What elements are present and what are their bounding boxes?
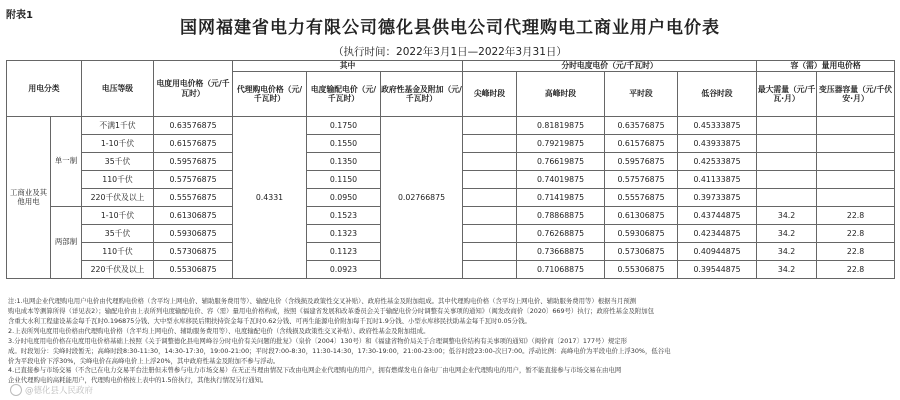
header-capacity: 容（需）量用电价格 [757,61,895,72]
header-voltage: 电压等级 [82,61,154,117]
valley-cell: 0.42344875 [678,225,757,243]
peak-cell: 0.74019875 [517,171,605,189]
header-transmission: 电度输配电价（元/千瓦时） [307,72,381,117]
demand-cell [757,153,817,171]
peak-cell: 0.81819875 [517,117,605,135]
note-line: 购电成本等测算所得（详见表2）；输配电价由上表所列电度输配电价、容（需）量用电价格构成，按照《福建省发展和改革委员会关于输配电价分时调整有关事项的通知》（闽发改商价〔2020〕669号）执行；政府性基金及附加包 [8,306,655,315]
price-cell: 0.63576875 [154,117,233,135]
peak-cell: 0.73668875 [517,243,605,261]
peak-top-cell [463,243,517,261]
category-cell: 工商业及其他用电 [7,117,51,279]
valley-cell: 0.39733875 [678,189,757,207]
purchase-price-cell: 0.4331 [233,117,307,279]
header-peak-top: 尖峰时段 [463,72,517,117]
table-row [7,117,895,135]
demand-cell: 34.2 [757,225,817,243]
transformer-cell [817,189,895,207]
demand-cell: 34.2 [757,261,817,279]
peak-top-cell [463,153,517,171]
peak-cell: 0.71419875 [517,189,605,207]
flat-cell: 0.63576875 [605,117,678,135]
voltage-cell: 不满1千伏 [82,117,154,135]
header-purchase: 代理购电价格（元/千瓦时） [233,72,307,117]
price-cell: 0.57306875 [154,243,233,261]
price-cell: 0.59306875 [154,225,233,243]
transformer-cell: 22.8 [817,225,895,243]
execution-period: （执行时间：2022年3月1日—2022年3月31日） [333,46,567,58]
transmission-cell: 0.0923 [307,261,381,279]
voltage-cell: 1-10千伏 [82,207,154,225]
peak-top-cell [463,189,517,207]
note-line: 企业代理购电的高耗能用户，代理购电价格按上表中的1.5倍执行，其他执行情况另行通知。 [8,376,268,385]
valley-cell: 0.45333875 [678,117,757,135]
demand-cell [757,117,817,135]
transmission-cell: 0.1350 [307,153,381,171]
peak-cell: 0.79219875 [517,135,605,153]
flat-cell: 0.55576875 [605,189,678,207]
header-valley: 低谷时段 [678,72,757,117]
demand-cell: 34.2 [757,243,817,261]
voltage-cell: 1-10千伏 [82,135,154,153]
tariff-table [6,60,895,279]
flat-cell: 0.61306875 [605,207,678,225]
voltage-cell: 220千伏及以上 [82,261,154,279]
page-title: 国网福建省电力有限公司德化县供电公司代理购电工商业用户电价表 [180,18,720,38]
transmission-cell: 0.1323 [307,225,381,243]
note-line: 3.分时电度用电价格在电度用电价格基础上按照《关于调整德化县电网峰谷分时电价有关问题的批复》（泉价〔2004〕130号）和《福建省物价局关于合理调整电价结构有关事项的通知》（闽价商〔2017〕177号）规定形 [8,336,627,345]
flat-cell: 0.59576875 [605,153,678,171]
voltage-cell: 35千伏 [82,225,154,243]
transmission-cell: 0.1150 [307,171,381,189]
peak-cell: 0.71068875 [517,261,605,279]
valley-cell: 0.40944875 [678,243,757,261]
flat-cell: 0.61576875 [605,135,678,153]
demand-cell [757,135,817,153]
peak-top-cell [463,207,517,225]
transmission-cell: 0.1550 [307,135,381,153]
peak-top-cell [463,225,517,243]
transformer-cell [817,153,895,171]
valley-cell: 0.43744875 [678,207,757,225]
peak-top-cell [463,117,517,135]
demand-cell: 34.2 [757,207,817,225]
header-fund: 政府性基金及附加（元/千瓦时） [381,72,463,117]
transformer-cell: 22.8 [817,207,895,225]
header-transformer: 变压器容量（元/千伏安·月） [817,72,895,117]
transformer-cell [817,171,895,189]
transformer-cell [817,117,895,135]
annex-label: 附表1 [6,10,33,21]
valley-cell: 0.41133875 [678,171,757,189]
price-cell: 0.55306875 [154,261,233,279]
notes [8,297,892,386]
peak-cell: 0.76619875 [517,153,605,171]
voltage-cell: 220千伏及以上 [82,189,154,207]
transmission-cell: 0.1750 [307,117,381,135]
header-price: 电度用电价格（元/千瓦时） [154,61,233,117]
valley-cell: 0.42533875 [678,153,757,171]
peak-cell: 0.78868875 [517,207,605,225]
header-demand: 最大需量（元/千瓦·月） [757,72,817,117]
demand-cell [757,189,817,207]
watermark-text: @德化县人民政府 [25,386,94,396]
peak-cell: 0.76268875 [517,225,605,243]
header-tou: 分时电度电价（元/千瓦时） [463,61,757,72]
valley-cell: 0.43933875 [678,135,757,153]
voltage-cell: 110千伏 [82,171,154,189]
transmission-cell: 0.1523 [307,207,381,225]
flat-cell: 0.55306875 [605,261,678,279]
watermark-logo-icon [10,384,22,396]
demand-cell [757,171,817,189]
note-line: 2.上表所列电度用电价格由代理购电价格（含平均上网电价、辅助服务费用等）、电度输配电价（含线损及政策性交叉补贴）、政府性基金及附加组成。 [8,326,430,335]
price-cell: 0.61306875 [154,207,233,225]
price-cell: 0.61576875 [154,135,233,153]
header-category: 用电分类 [7,61,82,117]
header-of-which: 其中 [233,61,463,72]
peak-top-cell [463,171,517,189]
valley-cell: 0.39544875 [678,261,757,279]
transformer-cell [817,135,895,153]
flat-cell: 0.59306875 [605,225,678,243]
flat-cell: 0.57576875 [605,171,678,189]
single-system-cell: 单一制 [51,117,82,207]
transmission-cell: 0.0950 [307,189,381,207]
note-line: 含重大水利工程建设基金每千瓦时0.196875分钱、大中型水库移民后期扶持资金每千瓦时0.62分钱、可再生能源电价附加每千瓦时1.9分钱、小型水库移民扶助基金每千瓦时0.05分钱。 [8,316,531,325]
dual-system-cell: 两部制 [51,207,82,279]
transmission-cell: 0.1123 [307,243,381,261]
peak-top-cell [463,135,517,153]
watermark [10,384,93,396]
note-line: 4.已直接参与市场交易（不含已在电力交易平台注册但未曾参与电力市场交易）在无正当理由情况下改由电网企业代理购电的用户，拥有燃煤发电自备电厂由电网企业代理购电的用户，暂不能直接参与市场交易在由电网 [8,366,622,375]
header-flat: 平时段 [605,72,678,117]
flat-cell: 0.57306875 [605,243,678,261]
header-peak: 高峰时段 [517,72,605,117]
note-line: 成。时段划分：尖峰时段暂无；高峰时段8:30-11:30，14:30-17:30，19:00-21:00；平时段7:00-8:30，11:30-14:30，17:30-19:00，21:00-23:00；低谷时段23:00-次日7:00。浮动比例：高峰电价为平段电价上浮30%，低谷电 [8,346,671,355]
voltage-cell: 35千伏 [82,153,154,171]
note-line: 价为平段电价下浮30%，尖峰电价在高峰电价上上浮20%，其中政府性基金及附加不参与浮动。 [8,356,280,365]
note-line: 注:1.电网企业代理购电用户电价由代理购电价格（含平均上网电价、辅助服务费用等）、输配电价（含线损及政策性交叉补贴）、政府性基金及附加组成。其中代理购电价格（含平均上网电价、辅助服务费用等）根据当月预测 [8,297,637,305]
transformer-cell: 22.8 [817,243,895,261]
price-cell: 0.57576875 [154,171,233,189]
transformer-cell: 22.8 [817,261,895,279]
peak-top-cell [463,261,517,279]
voltage-cell: 110千伏 [82,243,154,261]
fund-cell: 0.02766875 [381,117,463,279]
price-cell: 0.55576875 [154,189,233,207]
price-cell: 0.59576875 [154,153,233,171]
